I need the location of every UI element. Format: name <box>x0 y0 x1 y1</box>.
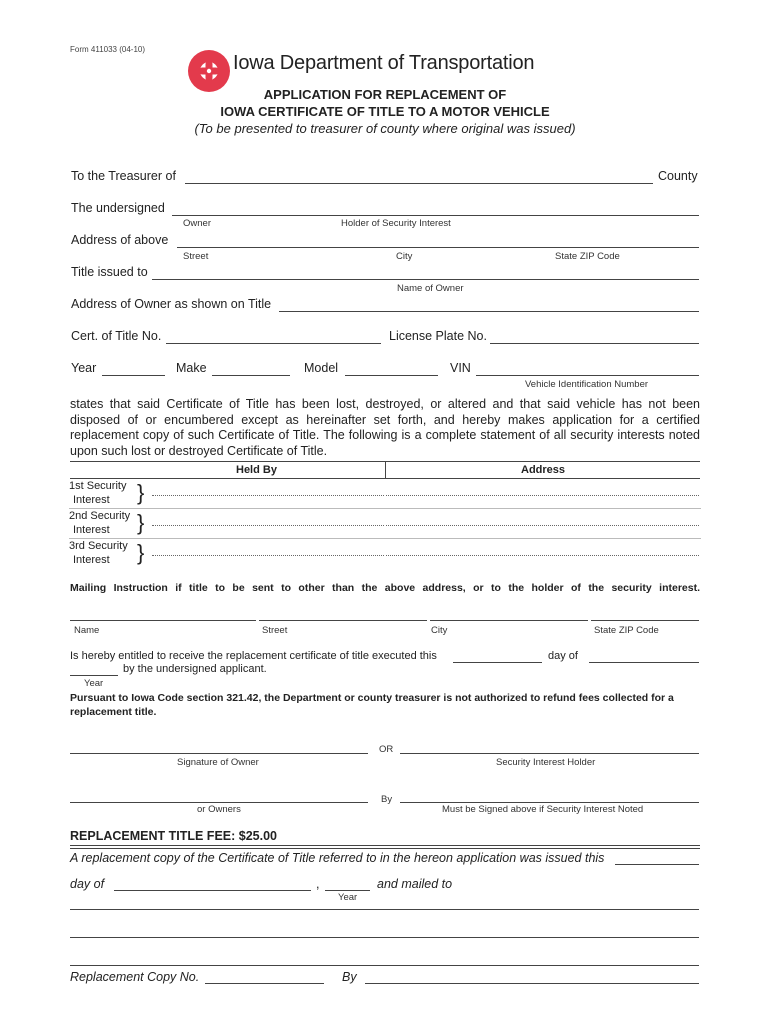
entitled-text: Is hereby entitled to receive the replacement certificate of title executed this <box>70 650 437 662</box>
mailing-name-caption: Name <box>74 625 100 636</box>
fee-by-field[interactable] <box>365 983 699 984</box>
fee-text: A replacement copy of the Certificate of Title referred to in the hereon application was issued this <box>70 851 605 865</box>
treasurer-county-field[interactable] <box>185 183 653 184</box>
security-held-field[interactable] <box>152 495 384 496</box>
executed-day-field[interactable] <box>453 662 542 663</box>
security-held-field[interactable] <box>152 525 384 526</box>
table-divider <box>385 462 386 478</box>
day-of-label: day of <box>548 650 578 662</box>
by-label: By <box>381 794 393 805</box>
title-line-2: IOWA CERTIFICATE OF TITLE TO A MOTOR VEHICLE <box>220 104 550 119</box>
title-issued-label: Title issued to <box>71 265 148 279</box>
owners-signature-field[interactable] <box>70 802 368 803</box>
license-plate-label: License Plate No. <box>389 329 487 343</box>
must-be-signed-caption: Must be Signed above if Security Interest Noted <box>442 804 644 815</box>
subtitle: (To be presented to treasurer of county where original was issued) <box>194 121 576 136</box>
signature-owner-caption: Signature of Owner <box>177 757 259 768</box>
make-field[interactable] <box>212 375 290 376</box>
fee-by-label: By <box>342 970 357 984</box>
fee-day-of-label: day of <box>70 877 105 891</box>
or-label: OR <box>379 744 394 755</box>
security-row-1 <box>69 480 701 509</box>
address-owner-title-field[interactable] <box>279 311 699 312</box>
mailing-city-field[interactable] <box>430 620 588 621</box>
security-row-label: Interest <box>73 494 110 506</box>
undersigned-field[interactable] <box>172 215 699 216</box>
form-number: Form 411033 (04-10) <box>70 45 145 54</box>
mailing-state-zip-caption: State ZIP Code <box>594 625 659 636</box>
row-rule <box>69 508 701 509</box>
fee-month-field[interactable] <box>114 890 311 891</box>
security-row-label: Interest <box>73 554 110 566</box>
executed-month-field[interactable] <box>589 662 699 663</box>
fee-double-rule <box>70 845 700 849</box>
mailing-state-zip-field[interactable] <box>591 620 699 621</box>
address-above-field[interactable] <box>177 247 699 248</box>
by-signature-field[interactable] <box>400 802 699 803</box>
by-undersigned-text: by the undersigned applicant. <box>123 663 267 675</box>
mailing-street-caption: Street <box>262 625 288 636</box>
brace-icon: } <box>137 540 145 565</box>
name-of-owner-caption: Name of Owner <box>397 283 464 294</box>
row-rule <box>69 538 701 539</box>
vin-caption: Vehicle Identification Number <box>525 379 649 390</box>
refund-notice: Pursuant to Iowa Code section 321.42, the Department or county treasurer is not authorized to refund fees collected for a replacement title. <box>70 692 674 718</box>
brace-icon: } <box>137 480 145 505</box>
holder-security-caption: Holder of Security Interest <box>341 218 451 229</box>
cert-title-field[interactable] <box>166 343 381 344</box>
model-field[interactable] <box>345 375 438 376</box>
title-line-1: APPLICATION FOR REPLACEMENT OF <box>263 87 507 102</box>
mailed-to-line-3[interactable] <box>70 965 699 966</box>
security-row-label: 2nd Security <box>69 510 131 522</box>
or-owners-caption: or Owners <box>197 804 241 815</box>
owner-signature-field[interactable] <box>70 753 368 754</box>
security-row-2 <box>69 510 701 539</box>
mailing-name-field[interactable] <box>70 620 256 621</box>
fee-comma: , <box>316 877 320 891</box>
fee-label: REPLACEMENT TITLE FEE: $25.00 <box>70 829 277 843</box>
security-address-field[interactable] <box>386 495 699 496</box>
vin-label: VIN <box>450 361 471 375</box>
mailed-to-line-2[interactable] <box>70 937 699 938</box>
mailing-street-field[interactable] <box>259 620 427 621</box>
security-row-label: 3rd Security <box>69 540 128 552</box>
state-zip-caption: State ZIP Code <box>555 251 620 262</box>
make-label: Make <box>176 361 207 375</box>
fee-year-field[interactable] <box>325 890 370 891</box>
title-issued-field[interactable] <box>152 279 699 280</box>
col-held-by: Held By <box>236 464 277 476</box>
col-address: Address <box>521 464 566 476</box>
mailing-instruction: Mailing Instruction if title to be sent to other than the above address, or to the holder of the security interest. <box>70 582 700 594</box>
cert-title-label: Cert. of Title No. <box>71 329 162 343</box>
mailed-to-line-1[interactable] <box>70 909 699 910</box>
license-plate-field[interactable] <box>490 343 699 344</box>
table-header-rule <box>70 478 700 479</box>
city-caption: City <box>396 251 413 262</box>
fee-year-caption: Year <box>338 892 358 903</box>
year-field[interactable] <box>102 375 165 376</box>
statement-paragraph: states that said Certificate of Title has been lost, destroyed, or altered and that said vehicle has not been disposed of or encumbered except as hereinafter set forth, and hereby makes application for a certified replacement copy of such Certificate of Title. The following is a complete statement of all security interests noted upon such lost or destroyed Certificate of Title. <box>70 397 700 458</box>
security-address-field[interactable] <box>386 525 699 526</box>
security-row-label: Interest <box>73 524 110 536</box>
security-row-label: 1st Security <box>69 480 127 492</box>
replacement-copy-label: Replacement Copy No. <box>70 970 200 984</box>
entitled-year-caption: Year <box>84 678 104 689</box>
executed-year-field[interactable] <box>70 675 118 676</box>
security-holder-signature-field[interactable] <box>400 753 699 754</box>
treasurer-label: To the Treasurer of <box>71 169 176 183</box>
owner-caption: Owner <box>183 218 211 229</box>
agency-name: Iowa Department of Transportation <box>233 52 535 74</box>
address-owner-title-label: Address of Owner as shown on Title <box>71 297 272 311</box>
street-caption: Street <box>183 251 209 262</box>
county-label: County <box>658 169 698 183</box>
brace-icon: } <box>137 510 145 535</box>
year-label: Year <box>71 361 97 375</box>
and-mailed-label: and mailed to <box>377 877 453 891</box>
security-address-field[interactable] <box>386 555 699 556</box>
model-label: Model <box>304 361 339 375</box>
replacement-copy-field[interactable] <box>205 983 324 984</box>
address-above-label: Address of above <box>71 233 169 247</box>
fee-issued-day-field[interactable] <box>615 864 699 865</box>
undersigned-label: The undersigned <box>71 201 165 215</box>
mailing-city-caption: City <box>431 625 448 636</box>
vin-field[interactable] <box>476 375 699 376</box>
security-held-field[interactable] <box>152 555 384 556</box>
security-holder-caption: Security Interest Holder <box>496 757 596 768</box>
security-row-3 <box>69 540 701 569</box>
